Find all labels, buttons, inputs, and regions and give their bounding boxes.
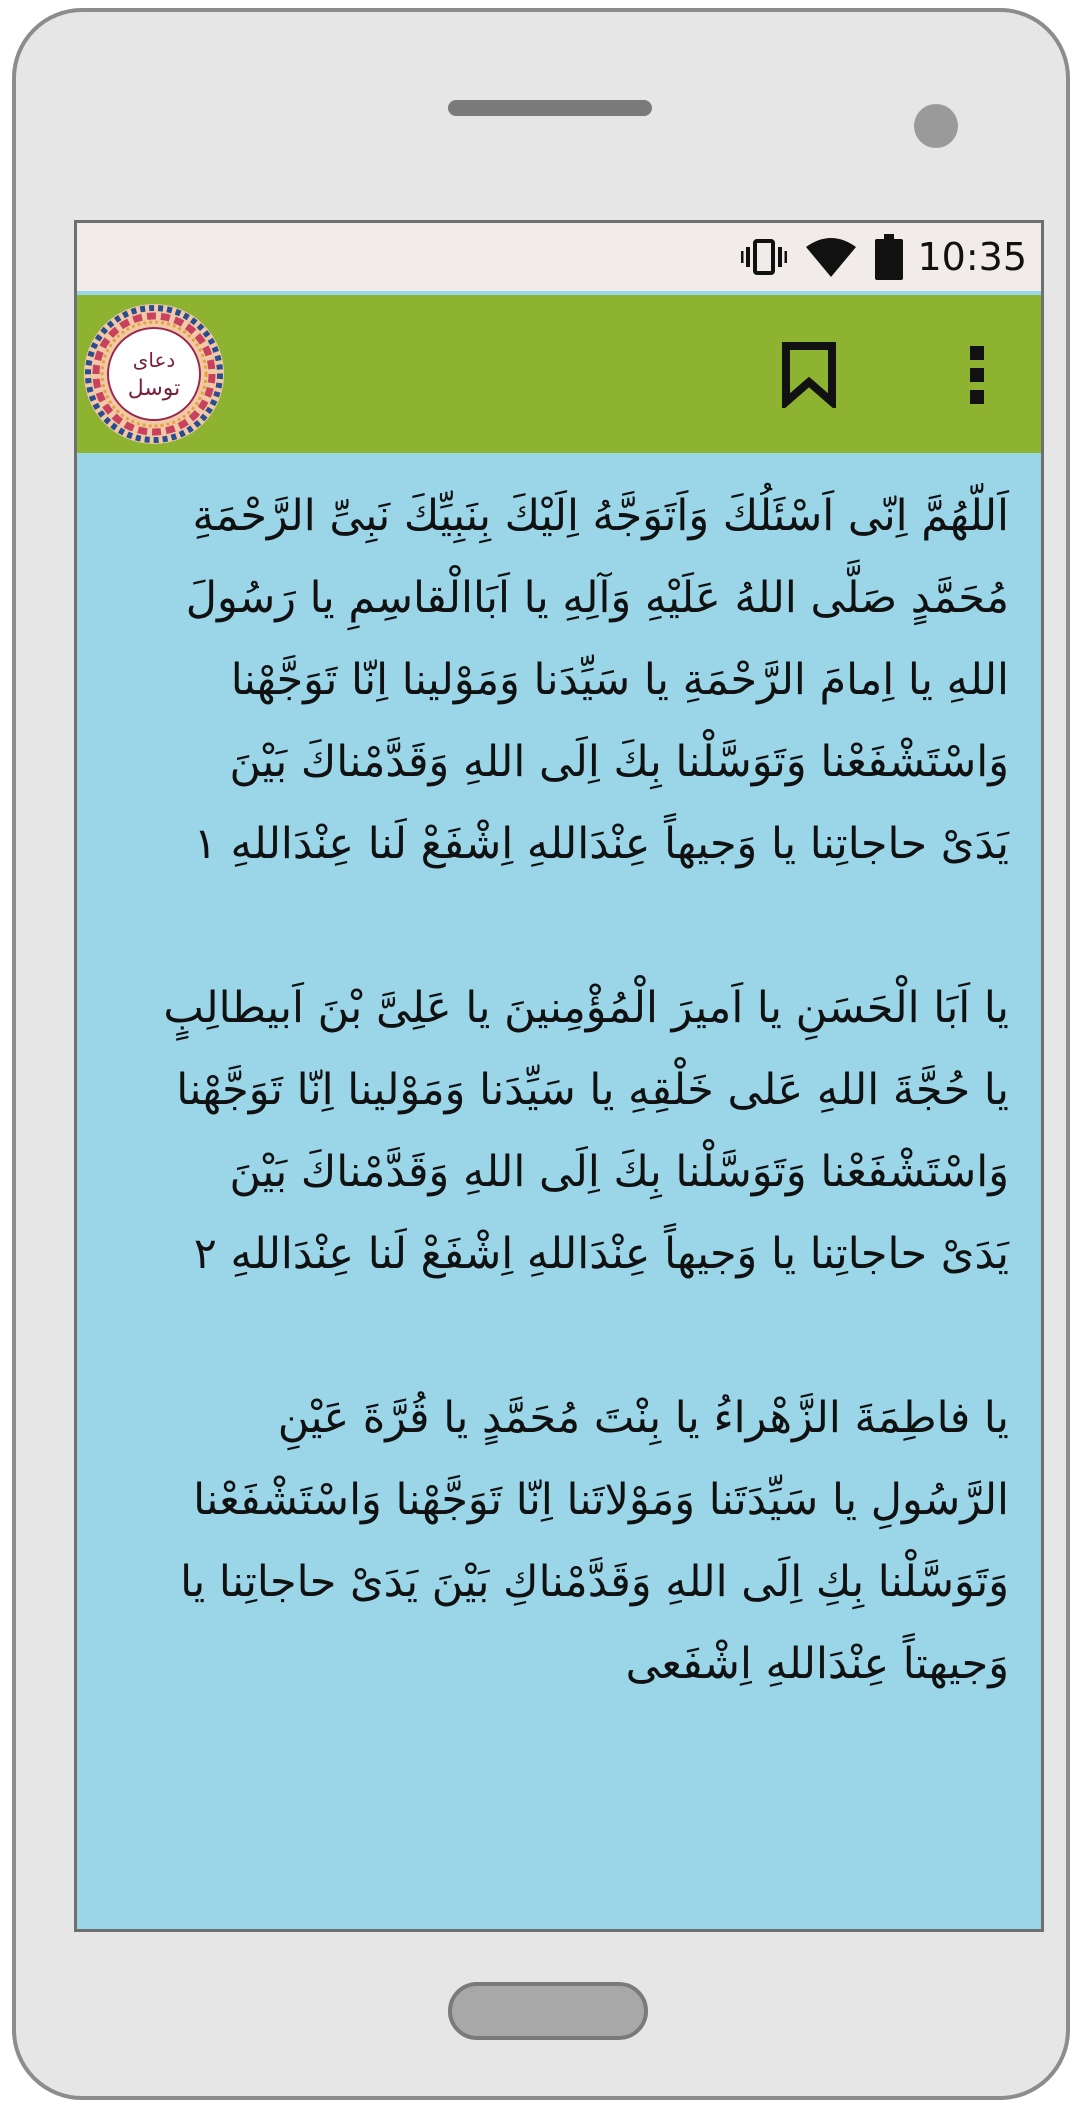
phone-speaker — [448, 100, 652, 116]
bookmark-icon — [781, 342, 837, 408]
prayer-text — [157, 475, 1009, 1787]
app-logo — [83, 303, 225, 445]
phone-frame — [12, 8, 1070, 2100]
phone-camera — [914, 104, 958, 148]
overflow-menu-icon — [967, 344, 987, 406]
logo-text-top: دعای — [132, 348, 176, 372]
home-button[interactable] — [448, 1982, 648, 2040]
vibrate-icon — [741, 237, 787, 277]
prayer-paragraph-2: یا اَبَا الْحَسَنِ یا اَمیرَ الْمُؤْمِنینَ یا عَلِیَّ بْنَ اَبیطالِبٍ یا حُجَّةَ اللهِ عَلی خَلْقِهِ یا سَیِّدَنا وَمَوْلینا اِنّا تَوَجَّهْنا وَاسْتَشْفَعْنا وَتَوَسَّلْنا بِكَ اِلَی اللهِ وَقَدَّمْناكَ بَیْنَ یَدَیْ حاجاتِنا یا وَجیهاً عِنْدَاللهِ اِشْفَعْ لَنا عِنْدَاللهِ ۲ — [163, 983, 1009, 1279]
battery-icon — [875, 234, 903, 280]
wifi-icon — [805, 237, 857, 277]
status-time: 10:35 — [917, 235, 1027, 279]
bookmark-button[interactable] — [769, 335, 849, 415]
prayer-content[interactable] — [77, 453, 1041, 1929]
prayer-paragraph-1: اَللّهُمَّ اِنّی اَسْئَلُكَ وَاَتَوَجَّهُ اِلَیْكَ بِنَبِیِّكَ نَبِیِّ الرَّحْمَةِ مُحَمَّدٍ صَلَّى اللهُ عَلَیْهِ وَآلِهِ یا اَبَاالْقاسِمِ یا رَسُولَ اللهِ یا اِمامَ الرَّحْمَةِ یا سَیِّدَنا وَمَوْلینا اِنّا تَوَجَّهْنا وَاسْتَشْفَعْنا وَتَوَسَّلْنا بِكَ اِلَی اللهِ وَقَدَّمْناكَ بَیْنَ یَدَیْ حاجاتِنا یا وَجیهاً عِنْدَاللهِ اِشْفَعْ لَنا عِنْدَاللهِ ۱ — [185, 491, 1009, 869]
logo-text-bottom: توسل — [127, 376, 181, 401]
app-screen — [74, 220, 1044, 1932]
overflow-menu-button[interactable] — [937, 335, 1017, 415]
status-bar — [77, 223, 1041, 291]
app-toolbar — [77, 295, 1041, 453]
prayer-paragraph-3: یا فاطِمَةَ الزَّهْراءُ یا بِنْتَ مُحَمَّدٍ یا قُرَّةَ عَیْنِ الرَّسُولِ یا سَیِّدَتَنا وَمَوْلاتَنا اِنّا تَوَجَّهْنا وَاسْتَشْفَعْنا وَتَوَسَّلْنا بِكِ اِلَی اللهِ وَقَدَّمْناكِ بَیْنَ یَدَیْ حاجاتِنا یا وَجیهتاً عِنْدَاللهِ اِشْفَعی — [180, 1393, 1009, 1689]
